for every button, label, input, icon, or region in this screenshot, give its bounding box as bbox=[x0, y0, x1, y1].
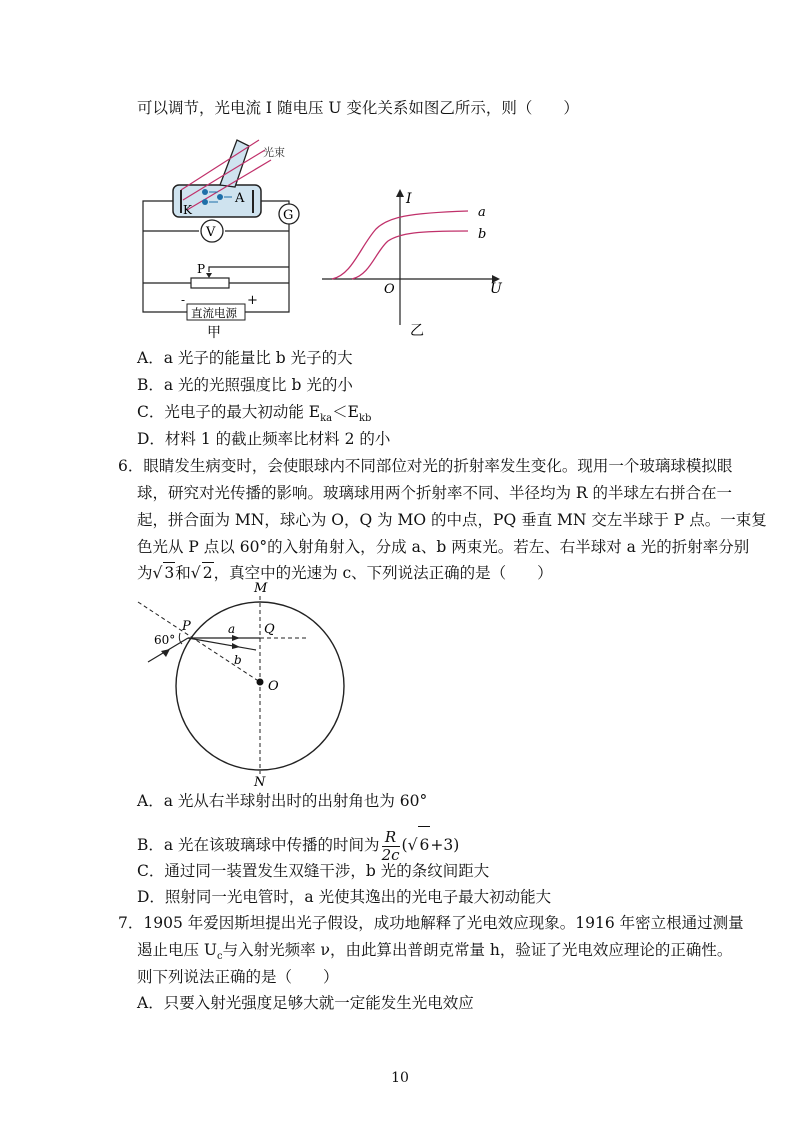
glass-sphere-diagram bbox=[130, 578, 380, 786]
option-c-text: C．光电子的最大初动能 E bbox=[137, 403, 321, 421]
option-b: B．a 光在该玻璃球中传播的时间为 $\frac{R}{2c}$ (√ 6+3) bbox=[137, 827, 460, 864]
m-label: M bbox=[254, 581, 268, 596]
figure-caption-jia: 甲 bbox=[207, 325, 221, 341]
text-part: 遏止电压 U bbox=[137, 941, 217, 959]
plus-sign: + bbox=[247, 293, 258, 308]
option-d: D．材料 1 的截止频率比材料 2 的小 bbox=[137, 430, 391, 448]
question-text-line bbox=[137, 940, 732, 967]
a-label: a bbox=[228, 622, 236, 636]
question-text-line: 球，研究对光传播的影响。玻璃球用两个折射率不同、半径均为 R 的半球左右拼合在一 bbox=[137, 484, 733, 502]
question-text-line: 可以调节，光电流 I 随电压 U 变化关系如图乙所示，则（ ） bbox=[137, 99, 579, 117]
option-a: A．只要入射光强度足够大就一定能发生光电效应 bbox=[137, 994, 474, 1012]
curve-b-label: b bbox=[478, 227, 487, 242]
subscript: ka bbox=[320, 413, 333, 425]
curve-a-label: a bbox=[478, 205, 486, 220]
numerator: R bbox=[382, 829, 400, 847]
sqrt-3: 3 bbox=[164, 564, 175, 582]
dc-source-label: 直流电源 bbox=[191, 306, 237, 320]
sqrt-2: 2 bbox=[202, 564, 213, 582]
angle-label: 60° bbox=[154, 633, 176, 647]
k-label: K bbox=[183, 203, 192, 217]
text-part: 与入射光频率 ν，由此算出普朗克常量 h，验证了光电效应理论的正确性。 bbox=[222, 941, 733, 959]
fraction bbox=[382, 829, 400, 864]
denominator: 2c bbox=[381, 845, 400, 864]
v-label: V bbox=[206, 225, 216, 240]
sqrt-6: 6 bbox=[418, 826, 430, 863]
q-label: Q bbox=[264, 622, 275, 637]
question-text-line: 为√ 3和√ 2，真空中的光速为 c、下列说法正确的是（ ） bbox=[137, 564, 553, 582]
option-c bbox=[137, 402, 371, 429]
circuit-diagram bbox=[125, 130, 315, 345]
question-number: 6． bbox=[118, 457, 144, 475]
figure-caption-yi: 乙 bbox=[410, 323, 424, 339]
minus-sign: - bbox=[181, 293, 186, 307]
b-label: b bbox=[234, 653, 242, 667]
ray-b bbox=[188, 638, 256, 650]
option-b-text: B．a 光在该玻璃球中传播的时间为 bbox=[137, 836, 380, 854]
question-text-line: 起，拼合面为 MN，球心为 O，Q 为 MO 的中点，PQ 垂直 MN 交左半球于 P 点。一束复 bbox=[137, 511, 767, 529]
option-b: B．a 光的光照强度比 b 光的小 bbox=[137, 376, 353, 394]
option-c: C．通过同一装置发生双缝干涉，b 光的条纹间距大 bbox=[137, 862, 490, 880]
a-label: A bbox=[235, 191, 245, 206]
subscript: kb bbox=[358, 413, 372, 425]
question-6-line bbox=[118, 456, 732, 476]
option-a: A．a 光子的能量比 b 光子的大 bbox=[137, 349, 353, 367]
center-o bbox=[257, 679, 264, 686]
question-7-line bbox=[118, 913, 744, 933]
subscript: c bbox=[217, 951, 223, 963]
option-c-text-2: ＜E bbox=[332, 403, 359, 421]
iu-graph bbox=[318, 185, 508, 345]
text-part: 和 bbox=[175, 564, 191, 582]
n-label: N bbox=[254, 775, 266, 786]
question-text: 1905 年爱因斯坦提出光子假设，成功地解释了光电效应现象。1916 年密立根通过测量 bbox=[143, 914, 744, 932]
question-text-line: 则下列说法正确的是（ ） bbox=[137, 968, 339, 986]
rheostat bbox=[191, 278, 229, 288]
paren-close: ) bbox=[453, 836, 460, 854]
question-text-line: 色光从 P 点以 60°的入射角射入，分成 a、b 两束光。若左、右半球对 a 光的折射率分别 bbox=[137, 538, 750, 556]
beam-label: 光束 bbox=[263, 146, 285, 159]
text-part: 为 bbox=[137, 564, 153, 582]
p-label: P bbox=[182, 619, 191, 634]
g-label: G bbox=[283, 208, 294, 223]
origin-label: O bbox=[384, 282, 395, 297]
option-d: D．照射同一光电管时，a 光使其逸出的光电子最大初动能大 bbox=[137, 888, 552, 906]
p-label: P bbox=[197, 262, 206, 276]
paren-open: ( bbox=[401, 836, 408, 854]
x-axis-label: U bbox=[490, 281, 502, 297]
o-label: O bbox=[268, 679, 279, 694]
question-text: 眼睛发生病变时，会使眼球内不同部位对光的折射率发生变化。现用一个玻璃球模拟眼 bbox=[143, 457, 733, 475]
y-axis-label: I bbox=[406, 191, 412, 207]
question-number: 7． bbox=[118, 914, 144, 932]
plus-three: +3 bbox=[430, 836, 454, 854]
text-part: ，真空中的光速为 c、下列说法正确的是（ ） bbox=[213, 564, 553, 582]
beam-window bbox=[220, 140, 249, 187]
option-a: A．a 光从右半球射出时的出射角也为 60° bbox=[137, 792, 428, 810]
page-number: 10 bbox=[391, 1070, 409, 1086]
